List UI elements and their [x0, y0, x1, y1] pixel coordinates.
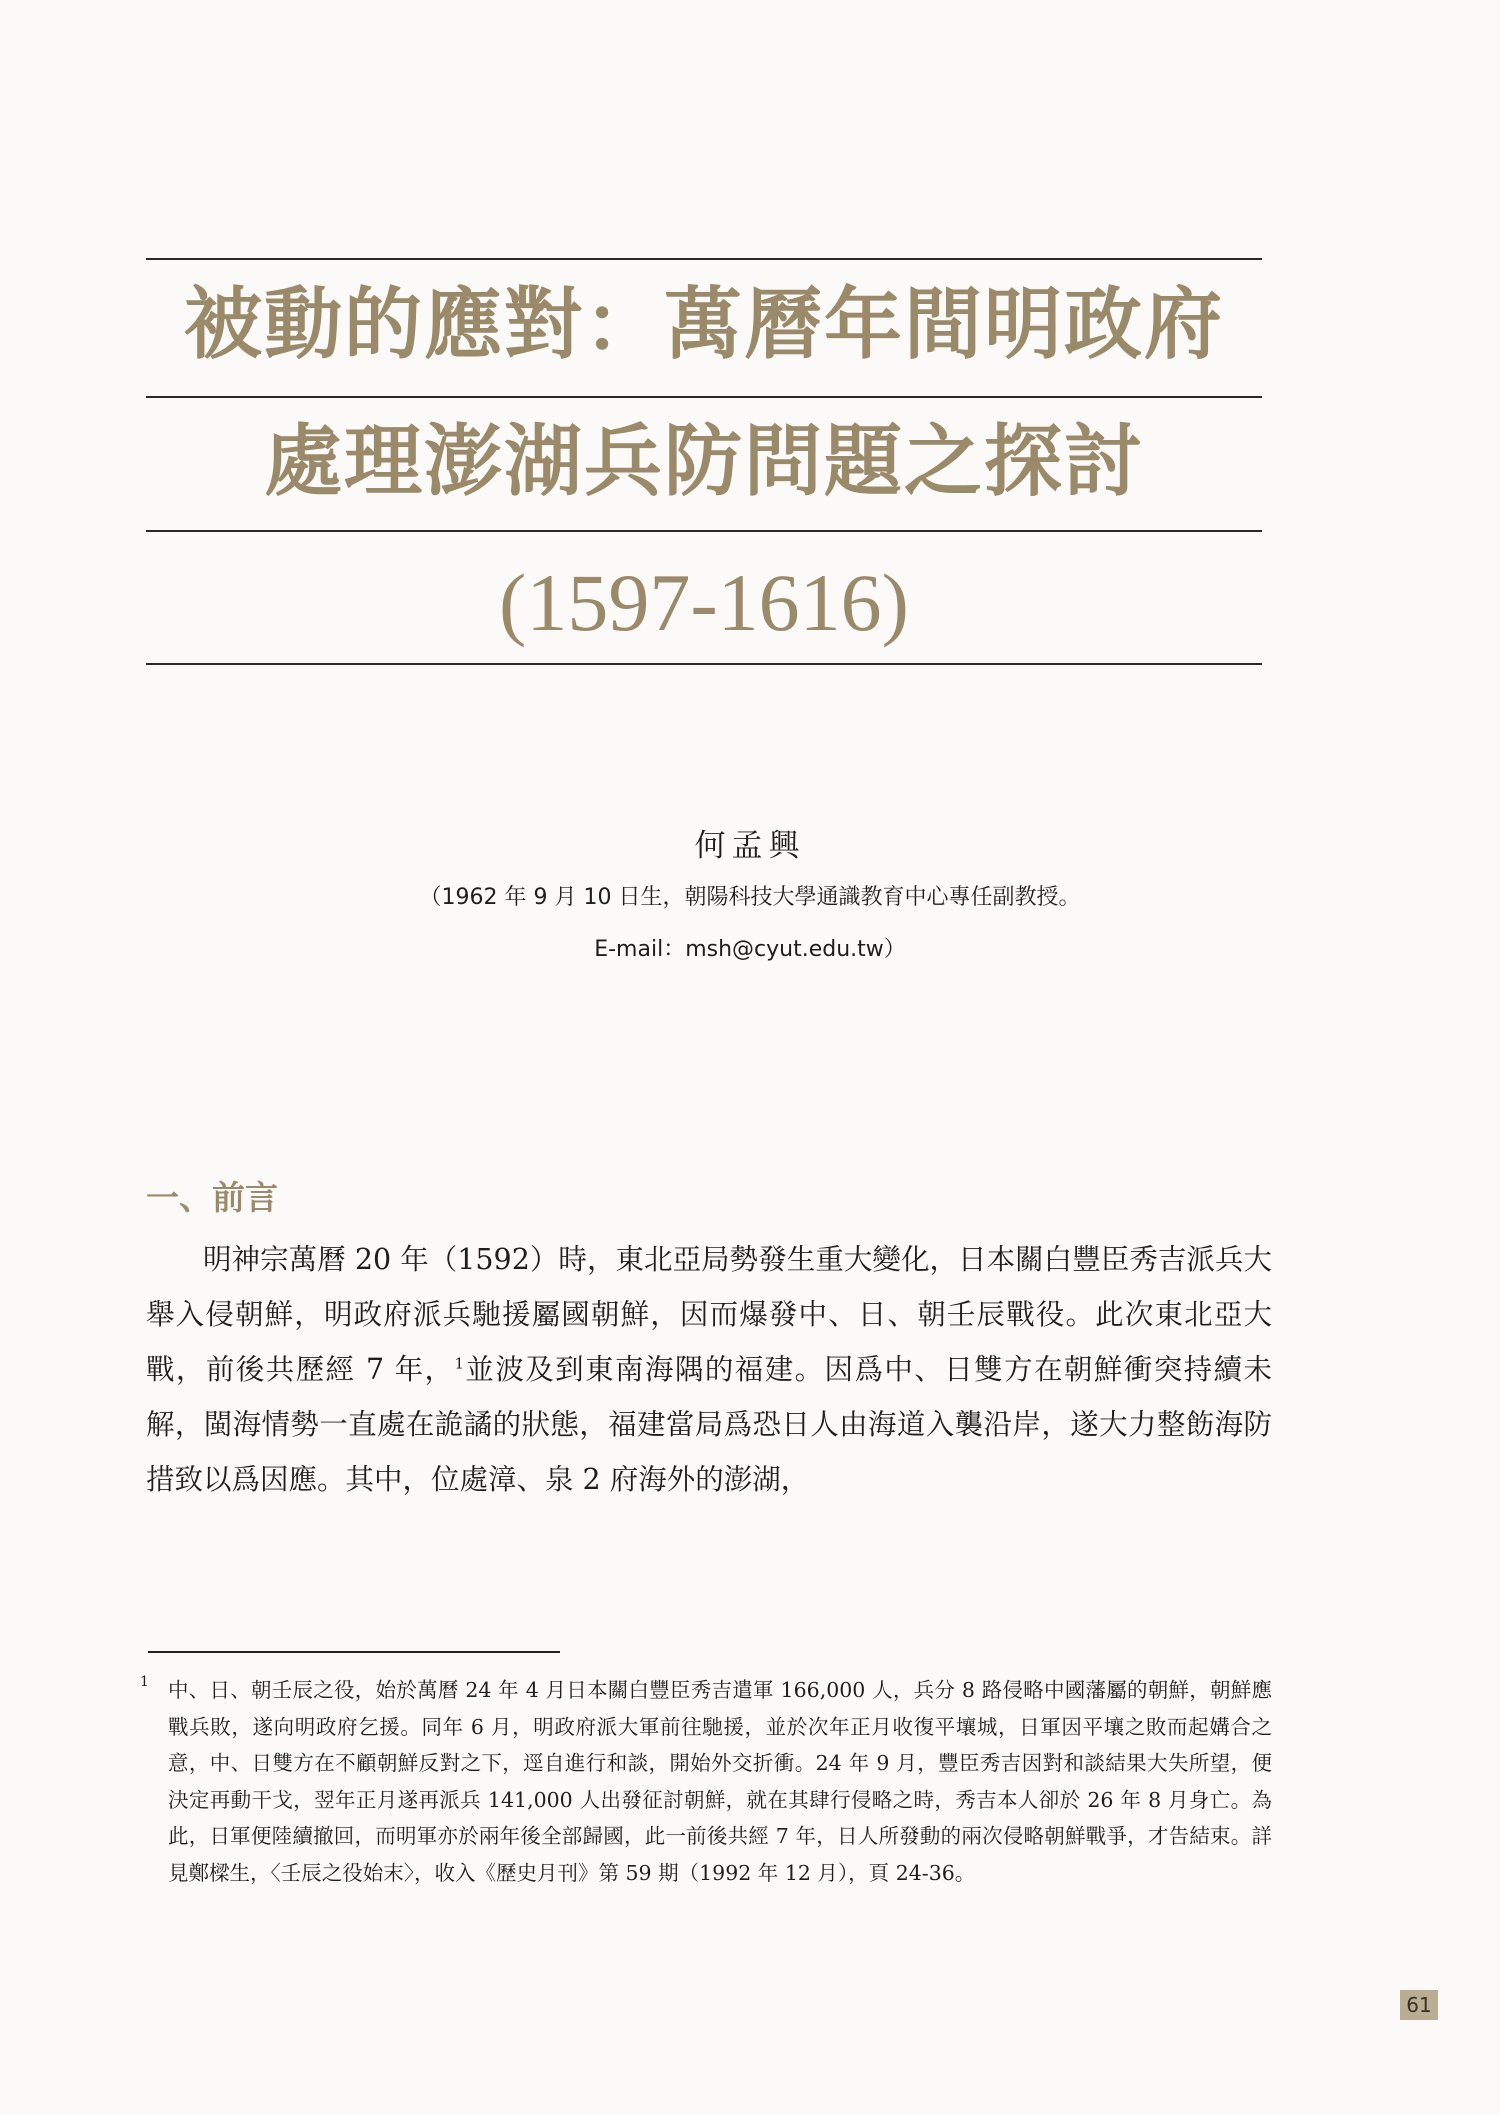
- title-rule-bottom: [146, 663, 1262, 665]
- title-rule-3: [146, 530, 1262, 532]
- title-line-1: 被動的應對：萬曆年間明政府: [183, 279, 1224, 370]
- author-email: E-mail：msh@cyut.edu.tw）: [594, 937, 906, 962]
- footnote-ref[interactable]: 1: [454, 1354, 464, 1373]
- footnote-text: 中、日、朝壬辰之役，始於萬曆 24 年 4 月日本關白豐臣秀吉遣軍 166,000 人，兵分 8 路侵略中國藩屬的朝鮮，朝鮮應戰兵敗，遂向明政府乞援。同年 6 月，明政府派大軍前往馳援，並於次年正月收復平壤城，日軍因平壤之敗而起媾合之意，中、日雙方在不顧朝鮮反對之下，逕自進行和談，開始外交折衝。24 年 9 月，豐臣秀吉因對和談結果大失所望，便決定再動干戈，翌年正月遂再派兵 141,000 人出發征討朝鮮，就在其肆行侵略之時，秀吉本人卻於 26 年 8 月身亡。為此，日軍便陸續撤回，而明軍亦於兩年後全部歸國，此一前後共經 7 年，日人所發動的兩次侵略朝鮮戰爭，才告結束。詳見鄭樑生，〈壬辰之役始末〉，收入《歷史月刊》第 59 期（1992 年 12 月），頁 24-36。: [168, 1678, 1272, 1885]
- footnote: [140, 1672, 1272, 1891]
- body-text-part2: 並波及到東南海隅的福建。因爲中、日雙方在朝鮮衝突持續未解，閩海情勢一直處在詭譎的狀態，福建當局爲恐日人由海道入襲沿岸，遂大力整飭海防措致以爲因應。其中，位處漳、泉 2 府海外的澎湖，: [146, 1353, 1272, 1496]
- body-paragraph: [146, 1232, 1272, 1507]
- title-years: (1597-1616): [499, 557, 909, 648]
- page-number: 61: [1400, 1990, 1438, 2020]
- title-rule-2: [146, 396, 1262, 398]
- footnote-divider: [148, 1651, 560, 1653]
- body-text-part1: 明神宗萬曆 20 年（1592）時，東北亞局勢發生重大變化，日本關白豐臣秀吉派兵大舉入侵朝鮮，明政府派兵馳援屬國朝鮮，因而爆發中、日、朝壬辰戰役。此次東北亞大戰，前後共歷經 7 年，: [146, 1243, 1272, 1386]
- title-rule-top: [146, 258, 1262, 260]
- section-heading: 一、前言: [146, 1178, 278, 1217]
- author-name: 何孟興: [694, 828, 806, 864]
- title-line-2: 處理澎湖兵防問題之探討: [263, 416, 1144, 507]
- footnote-number: 1: [140, 1674, 149, 1690]
- author-affiliation: （1962 年 9 月 10 日生，朝陽科技大學通識教育中心專任副教授。: [419, 885, 1081, 910]
